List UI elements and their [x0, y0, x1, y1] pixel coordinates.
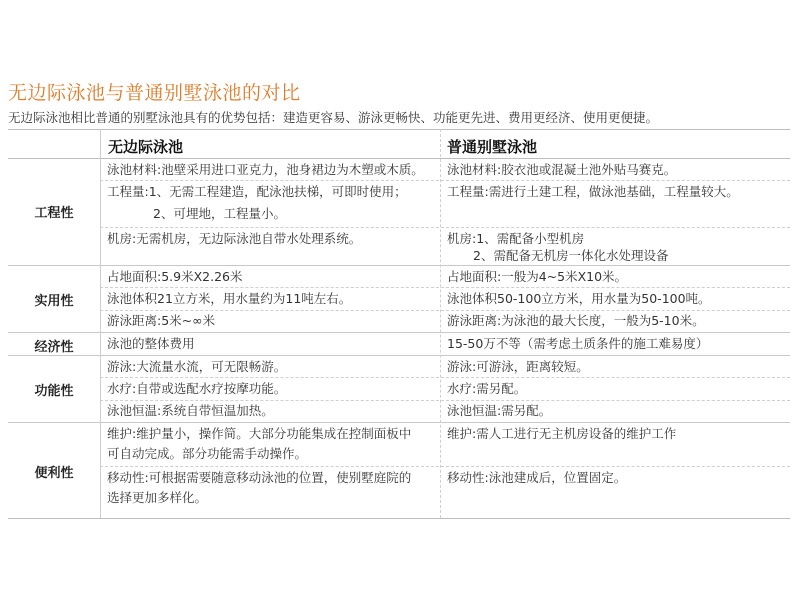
- cell-villa: 游泳:可游泳，距离较短。: [447, 359, 589, 374]
- table-top-border: [8, 129, 790, 130]
- cell-villa: 水疗:需另配。: [447, 381, 527, 396]
- section-divider: [8, 265, 790, 266]
- cell-infinity: 工程量:1、无需工程建造，配泳池扶梯，可即时使用；: [107, 184, 407, 199]
- cell-villa: 游泳距离:为泳池的最大长度，一般为5-10米。: [447, 313, 705, 328]
- row-divider: [100, 377, 790, 378]
- cell-infinity: 2、可埋地，工程量小。: [153, 206, 286, 221]
- cell-infinity: 选择更加多样化。: [107, 490, 208, 505]
- page-title: 无边际泳池与普通别墅泳池的对比: [8, 82, 301, 104]
- category-convenience: 便利性: [34, 466, 74, 481]
- category-economic: 经济性: [34, 340, 74, 355]
- cell-villa: 机房:1、需配备小型机房: [447, 231, 585, 246]
- cell-infinity: 移动性:可根据需要随意移动泳池的位置，使别墅庭院的: [107, 470, 412, 485]
- row-divider: [100, 180, 790, 181]
- cell-villa: 泳池材料:胶衣池或混凝土池外贴马赛克。: [447, 162, 677, 177]
- cell-infinity: 游泳:大流量水流，可无限畅游。: [107, 359, 287, 374]
- section-divider: [8, 332, 790, 333]
- cell-villa: 泳池恒温:需另配。: [447, 403, 552, 418]
- cell-infinity: 机房:无需机房，无边际泳池自带水处理系统。: [107, 231, 362, 246]
- column-header-infinity: 无边际泳池: [108, 138, 184, 156]
- header-divider: [8, 158, 790, 159]
- cell-infinity: 泳池体积21立方米，用水量约为11吨左右。: [107, 291, 352, 306]
- cell-infinity: 游泳距离:5米~∞米: [107, 313, 216, 328]
- cell-infinity: 泳池材料:池壁采用进口亚克力，池身裙边为木塑或木质。: [107, 162, 424, 177]
- cell-infinity: 泳池恒温:系统自带恒温加热。: [107, 403, 274, 418]
- cell-villa: 工程量:需进行土建工程，做泳池基础，工程量较大。: [447, 184, 739, 199]
- cell-villa: 移动性:泳池建成后，位置固定。: [447, 470, 627, 485]
- cell-infinity: 占地面积:5.9米X2.26米: [107, 269, 243, 284]
- section-divider: [8, 422, 790, 423]
- category-practical: 实用性: [34, 294, 74, 309]
- column-divider: [100, 129, 101, 518]
- row-divider: [100, 287, 790, 288]
- column-header-villa: 普通别墅泳池: [447, 138, 538, 156]
- cell-villa: 15-50万不等（需考虑土质条件的施工难易度）: [447, 336, 709, 351]
- cell-infinity: 泳池的整体费用: [107, 336, 195, 351]
- column-divider: [440, 129, 441, 518]
- row-divider: [100, 227, 790, 228]
- cell-villa: 泳池体积50-100立方米，用水量为50-100吨。: [447, 291, 711, 306]
- row-divider: [100, 466, 790, 467]
- category-engineering: 工程性: [34, 206, 74, 221]
- cell-villa: 维护:需人工进行无主机房设备的维护工作: [447, 426, 677, 441]
- section-divider: [8, 355, 790, 356]
- cell-villa: 2、需配备无机房一体化水处理设备: [473, 248, 669, 263]
- page-subtitle: 无边际泳池相比普通的别墅泳池具有的优势包括：建造更容易、游泳更畅快、功能更先进、费用更经济、使用更便捷。: [8, 110, 659, 125]
- category-function: 功能性: [34, 384, 74, 399]
- cell-villa: 占地面积:一般为4~5米X10米。: [447, 269, 628, 284]
- cell-infinity: 维护:维护量小，操作简。大部分功能集成在控制面板中: [107, 426, 412, 441]
- cell-infinity: 可自动完成。部分功能需手动操作。: [107, 446, 308, 461]
- table-bottom-border: [8, 518, 790, 519]
- cell-infinity: 水疗:自带或选配水疗按摩功能。: [107, 381, 287, 396]
